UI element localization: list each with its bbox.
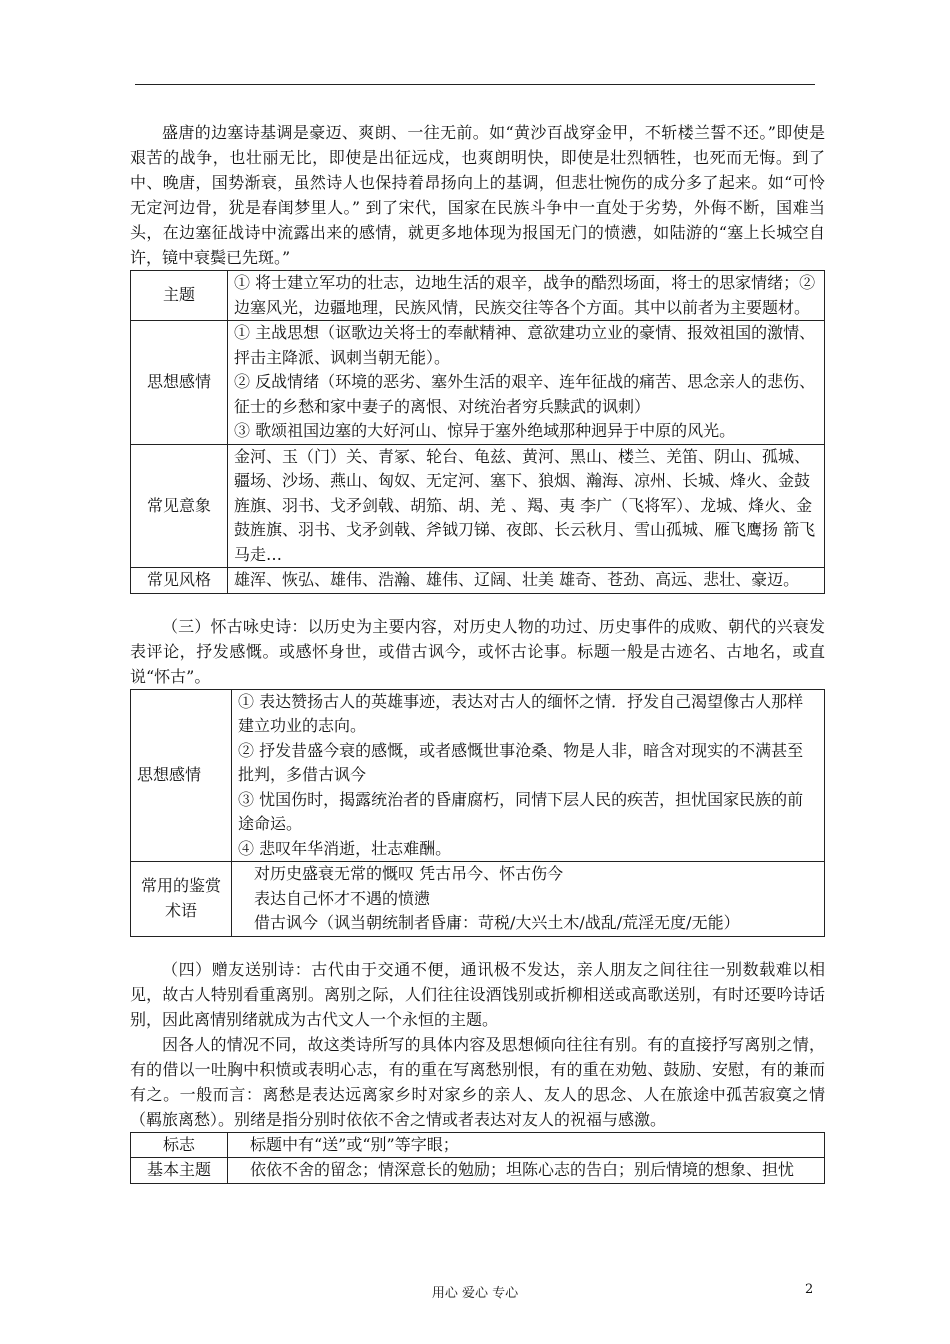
- row-content-sign: 标题中有“送”或“别”等字眼；: [228, 1132, 825, 1158]
- table-row: [131, 1158, 825, 1184]
- table-row: [131, 862, 825, 937]
- footer-text: 用心 爱心 专心: [431, 1286, 519, 1301]
- row-label-emotion: 思想感情: [131, 321, 228, 445]
- table-row: [131, 444, 825, 568]
- table-row: [131, 689, 825, 862]
- table-row: [131, 568, 825, 594]
- row-content-basic-theme: 依依不舍的留念；情深意长的勉励；坦陈心志的告白；别后情境的想象、担忧: [228, 1158, 825, 1184]
- row-label-emotion: 思想感情: [131, 689, 232, 862]
- row-label-sign: 标志: [131, 1132, 228, 1158]
- row-label-theme: 主题: [131, 271, 228, 321]
- spacer: [130, 594, 825, 614]
- row-content-imagery: 金河、玉（门）关、青冢、轮台、龟兹、黄河、黑山、楼兰、羌笛、阴山、孤城、疆场、沙场、燕山、匈奴、无定河、塞下、狼烟、瀚海、凉州、长城、烽火、金鼓旌旗、羽书、戈矛剑戟、胡笳、胡、羌 、羯、夷 李广（飞将军）、龙城、烽火、金鼓旌旗、羽书、戈矛剑戟、斧钺刀锑、夜郎、长云秋月、雪山孤城、雁飞鹰扬 箭飞马走…: [228, 444, 825, 568]
- row-label-basic-theme: 基本主题: [131, 1158, 228, 1184]
- header-rule: [135, 84, 815, 85]
- spacer: [130, 937, 825, 957]
- row-label-style: 常见风格: [131, 568, 228, 594]
- row-label-terms: 常用的鉴赏术语: [131, 862, 232, 937]
- row-content-style: 雄浑、恢弘、雄伟、浩瀚、雄伟、辽阔、壮美 雄奇、苍劲、高远、悲壮、豪迈。: [228, 568, 825, 594]
- intro-paragraph: 盛唐的边塞诗基调是豪迈、爽朗、一往无前。如“黄沙百战穿金甲，不斩楼兰誓不还。”即使是艰苦的战争，也壮丽无比，即使是出征远戍，也爽朗明快，即使是壮烈牺牲，也死而无悔。到了中、晚唐，国势渐衰，虽然诗人也保持着昂扬向上的基调，但悲壮惋伤的成分多了起来。如“可怜无定河边骨，犹是春闺梦里人。” 到了宋代，国家在民族斗争中一直处于劣势，外侮不断，国难当头，在边塞征战诗中流露出来的感情，就更多地体现为报国无门的愤懑，如陆游的“塞上长城空自许，镜中衰鬓已先斑。”: [130, 123, 825, 267]
- row-content-emotion: ① 主战思想（讴歌边关将士的奉献精神、意欲建功立业的豪情、报效祖国的激情、抨击主降派、讽刺当朝无能）。 ② 反战情绪（环境的恶劣、塞外生活的艰辛、连年征战的痛苦、思念亲人的悲伤、征士的乡愁和家中妻子的离恨、对统治者穷兵黩武的讽刺） ③ 歌颂祖国边塞的大好河山、惊异于塞外绝域那种迥异于中原的风光。: [228, 321, 825, 445]
- row-content-theme: ① 将士建立军功的壮志，边地生活的艰辛，战争的酷烈场面，将士的思家情绪；② 边塞风光，边疆地理，民族风情，民族交往等各个方面。其中以前者为主要题材。: [228, 271, 825, 321]
- section4-paragraph-2: 因各人的情况不同，故这类诗所写的具体内容及思想倾向往往有别。有的直接抒写离别之情，有的借以一吐胸中积愤或表明心志，有的重在写离愁别恨，有的重在劝勉、鼓励、安慰，有的兼而有之。一般而言：离愁是表达远离家乡时对家乡的亲人、友人的思念、人在旅途中孤苦寂寞之情（羁旅离愁）。别绪是指分别时依依不舍之情或者表达对友人的祝福与感激。: [130, 1034, 825, 1129]
- table-row: [131, 1132, 825, 1158]
- table-row: [131, 271, 825, 321]
- farewell-poetry-table: [130, 1132, 825, 1184]
- row-content-terms: 对历史盛衰无常的慨叹 凭古吊今、怀古伤今 表达自己怀才不遇的愤懑 借古讽今（讽当朝统制者昏庸：苛税/大兴土木/战乱/荒淫无度/无能）: [232, 862, 825, 937]
- page-number: 2: [805, 1282, 814, 1297]
- section4-paragraph-1: （四）赠友送别诗：古代由于交通不便，通讯极不发达，亲人朋友之间往往一别数载难以相见，故古人特别看重离别。离别之际，人们往往设酒饯别或折柳相送或高歌送别，有时还要吟诗话别，因此离情别绪就成为古代文人一个永恒的主题。: [130, 959, 825, 1029]
- history-poetry-table: [130, 689, 825, 937]
- frontier-poetry-table: [130, 270, 825, 594]
- row-content-emotion: ① 表达赞扬古人的英雄事迹，表达对古人的缅怀之情．抒发自己渴望像古人那样建立功业的志向。 ② 抒发昔盛今衰的感慨，或者感慨世事沧桑、物是人非，暗含对现实的不满甚至批判，多借古讽今 ③ 忧国伤时，揭露统治者的昏庸腐朽，同情下层人民的疾苦，担忧国家民族的前途命运。 ④ 悲叹年华消逝，壮志难酬。: [232, 689, 825, 862]
- page-content: [130, 120, 825, 1184]
- row-label-imagery: 常见意象: [131, 444, 228, 568]
- section3-paragraph: （三）怀古咏史诗：以历史为主要内容，对历史人物的功过、历史事件的成败、朝代的兴衰发表评论，抒发感慨。或感怀身世，或借古讽今，或怀古论事。标题一般是古迹名、古地名，或直说“怀古”。: [130, 616, 825, 686]
- table-row: [131, 321, 825, 445]
